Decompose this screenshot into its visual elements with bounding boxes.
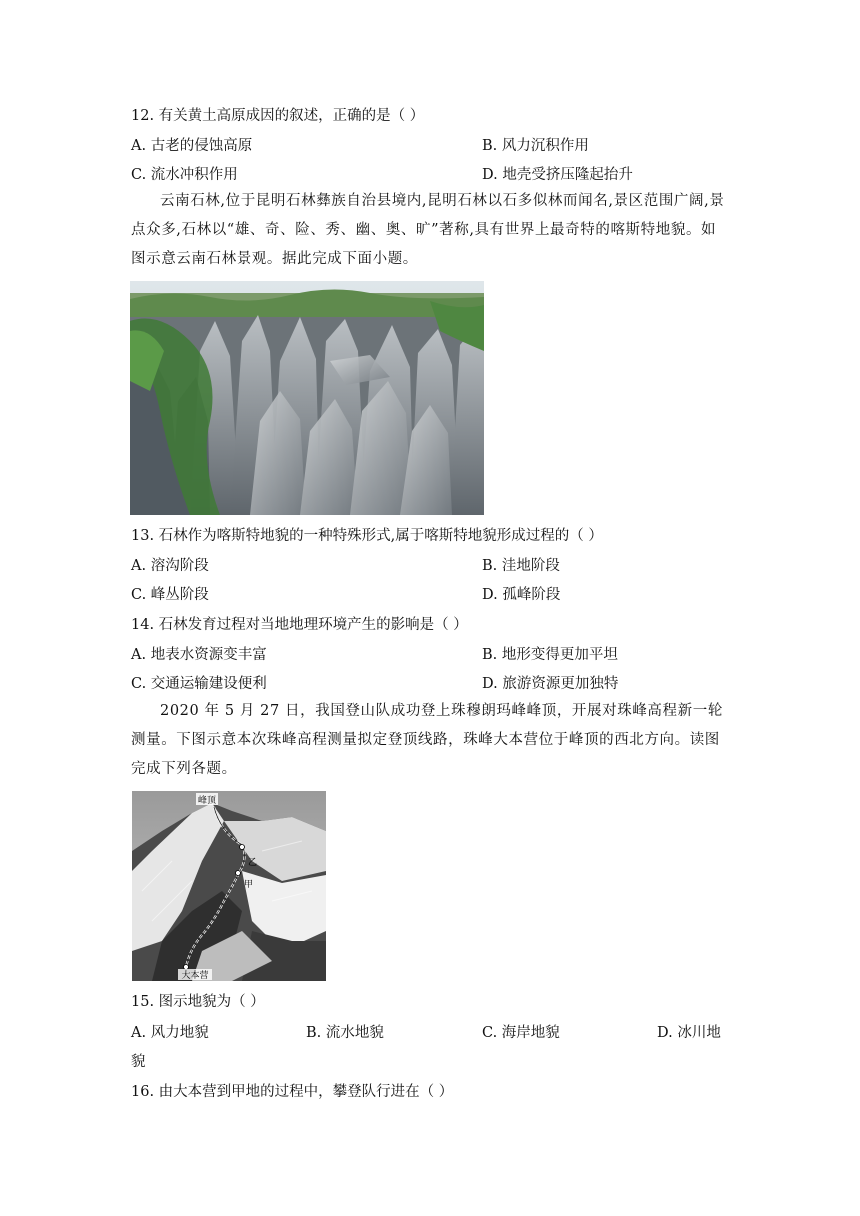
q13-option-c: C. 峰丛阶段 [131, 587, 209, 603]
q15-option-a: A. 风力地貌 [131, 1025, 209, 1041]
q12-option-d: D. 地壳受挤压隆起抬升 [482, 167, 633, 183]
q15-option-d-wrap: 貌 [131, 1054, 146, 1070]
q14-option-d: D. 旅游资源更加独特 [482, 676, 619, 692]
q12-option-b: B. 风力沉积作用 [482, 138, 589, 154]
q15-option-b: B. 流水地貌 [306, 1025, 384, 1041]
peak-label: 峰顶 [197, 796, 217, 806]
q13-option-a: A. 溶沟阶段 [131, 558, 209, 574]
q14-option-b: B. 地形变得更加平坦 [482, 647, 618, 663]
q14-option-a: A. 地表水资源变丰富 [131, 647, 267, 663]
question-13-stem: 13. 石林作为喀斯特地貌的一种特殊形式,属于喀斯特地貌形成过程的（ ） [131, 528, 603, 544]
q13-option-b: B. 洼地阶段 [482, 558, 560, 574]
question-12-stem: 12. 有关黄土高原成因的叙述，正确的是（ ） [131, 108, 425, 124]
base-camp-label: 大本营 [181, 971, 209, 981]
q15-option-c: C. 海岸地貌 [482, 1025, 560, 1041]
question-15-stem: 15. 图示地貌为（ ） [131, 994, 265, 1010]
q12-option-a: A. 古老的侵蚀高原 [131, 138, 253, 154]
q12-option-c: C. 流水冲积作用 [131, 167, 238, 183]
stone-forest-photo [130, 281, 484, 515]
yi-label: 乙 [248, 858, 258, 868]
everest-route-photo [132, 791, 326, 981]
q14-option-c: C. 交通运输建设便利 [131, 676, 267, 692]
question-14-stem: 14. 石林发育过程对当地地理环境产生的影响是（ ） [131, 617, 468, 633]
jia-label: 甲 [244, 880, 254, 890]
q13-option-d: D. 孤峰阶段 [482, 587, 561, 603]
q15-option-d: D. 冰川地 [657, 1025, 721, 1041]
passage-everest: 2020 年 5 月 27 日，我国登山队成功登上珠穆朗玛峰峰顶，开展对珠峰高程新一轮测量。下图示意本次珠峰高程测量拟定登顶线路，珠峰大本营位于峰顶的西北方向。读图完成下列各题。 [131, 703, 723, 777]
question-16-stem: 16. 由大本营到甲地的过程中，攀登队行进在（ ） [131, 1084, 454, 1100]
passage-stone-forest: 云南石林,位于昆明石林彝族自治县境内,昆明石林以石多似林而闻名,景区范围广阔,景点众多,石林以“雄、奇、险、秀、幽、奥、旷”著称,具有世界上最奇特的喀斯特地貌。如图示意云南石林景观。据此完成下面小题。 [131, 193, 725, 267]
